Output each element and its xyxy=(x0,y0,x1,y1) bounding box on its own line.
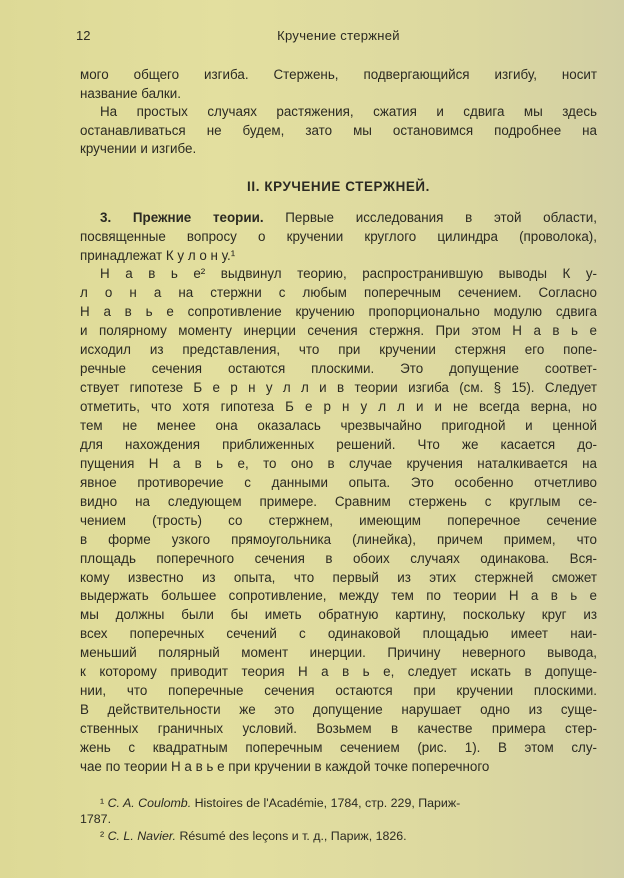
footnote-1: ¹ C. A. Coulomb. Histoires de l'Académie, 1784, стр. 229, Париж- xyxy=(100,796,461,810)
text-line: отметить, что хотя гипотеза Б е р н у л л и и не всегда верна, но xyxy=(80,398,597,414)
text-line: всех поперечных сечений с одинаковой площадью имеет наи- xyxy=(80,626,597,642)
text-line: ственных граничных условий. Возьмем в качестве примера стер- xyxy=(80,721,597,737)
text-line: речные сечения остаются плоскими. Это допущение соответ- xyxy=(80,360,597,376)
text-line: мы должны были бы иметь обратную картину, поскольку круг из xyxy=(80,607,597,623)
text-line: видно на следующем примере. Сравним стержень с круглым се- xyxy=(80,493,597,509)
page-header xyxy=(76,28,597,48)
text-line: явное противоречие с данными опыта. Это особенно отчетливо xyxy=(80,474,597,490)
paragraph-3-line-3: принадлежат К у л о н у.¹ xyxy=(80,248,236,263)
text-line: в форме узкого прямоугольника (линейка), причем примем, что xyxy=(80,531,597,547)
text-line: мого общего изгиба. Стержень, подвергающийся изгибу, носит xyxy=(80,67,597,82)
text-line: пущения Н а в ь е, то оно в случае кручения наталкивается на xyxy=(80,455,597,471)
text-line: к которому приводит теория Н а в ь е, следует искать в допуще- xyxy=(80,664,597,680)
text-line: исходил из представления, что при кручении стержня его попе- xyxy=(80,341,597,357)
text-line: площадь поперечного сечения в обоих случаях одинакова. Вся- xyxy=(80,550,597,566)
text-line: тем не менее она оказалась чрезвычайно пригодной и ценной xyxy=(80,417,597,433)
text-line: и полярному моменту инерции сечения стержня. При этом Н а в ь е xyxy=(80,322,597,338)
footnote-2: ² C. L. Navier. Résumé des leçons и т. д., Париж, 1826. xyxy=(100,829,407,843)
paragraph-3-text: Первые исследования в этой области, xyxy=(263,210,597,225)
text-line: Н а в ь е сопротивление кручению пропорционально модулю сдвига xyxy=(80,303,597,319)
footnote-1-continuation: 1787. xyxy=(80,812,112,826)
text-line: чае по теории Н а в ь е при кручении в каждой точке поперечного xyxy=(80,759,490,775)
text-line: В действительности же это допущение нарушает одно из суще- xyxy=(80,702,597,718)
text-line: На простых случаях растяжения, сжатия и сдвига мы здесь xyxy=(100,104,597,119)
text-line: меньший полярный момент инерции. Причину неверного вывода, xyxy=(80,645,597,661)
paragraph-3-line-1 xyxy=(100,209,597,227)
text-line: останавливаться не будем, зато мы остановимся подробнее на xyxy=(80,122,597,138)
page-number: 12 xyxy=(76,28,91,43)
text-line: Н а в ь е² выдвинул теорию, распространившую выводы К у- xyxy=(100,266,597,281)
text-line: чением (трость) со стержнем, имеющим поперечное сечение xyxy=(80,512,597,528)
text-line: для нахождения приближенных решений. Что же касается до- xyxy=(80,436,597,452)
text-line: нии, что поперечные сечения остаются при кручении плоскими. xyxy=(80,683,597,699)
text-line: ствует гипотезе Б е р н у л л и в теории изгиба (см. § 15). Следует xyxy=(80,379,597,395)
section-heading: II. КРУЧЕНИЕ СТЕРЖНЕЙ. xyxy=(247,179,430,194)
text-line: выдержать большее сопротивление, между тем по теории Н а в ь е xyxy=(80,588,597,604)
running-title: Кручение стержней xyxy=(277,28,400,43)
paragraph-3-line-2: посвященные вопросу о кручении круглого цилиндра (проволока), xyxy=(80,229,597,244)
text-line: кручении и изгибе. xyxy=(80,141,197,156)
footnote-2-author: C. L. Navier. xyxy=(107,829,176,843)
footnote-1-author: C. A. Coulomb. xyxy=(107,796,192,810)
text-line: название балки. xyxy=(80,85,181,101)
text-line: жень с квадратным поперечным сечением (рис. 1). В этом слу- xyxy=(80,740,597,756)
text-line: кому известно из опыта, что первый из этих стержней сможет xyxy=(80,569,597,585)
text-line: л о н а на стержни с любым поперечным сечением. Согласно xyxy=(80,284,597,300)
paragraph-3-lead: 3. Прежние теории. xyxy=(100,210,264,225)
